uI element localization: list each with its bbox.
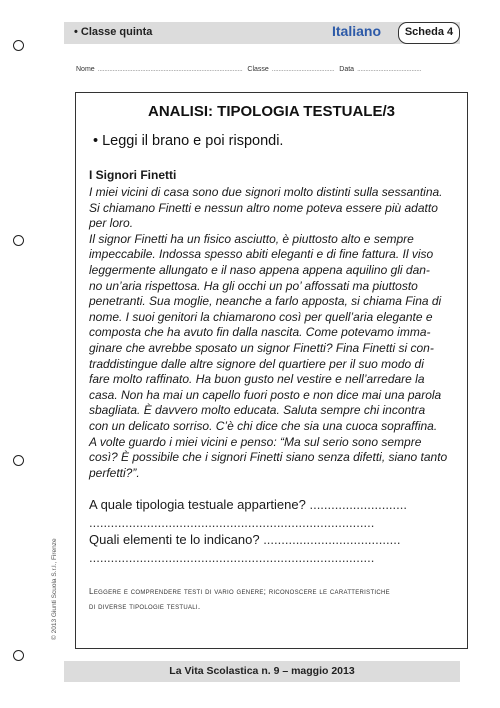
learning-objectives <box>89 585 459 614</box>
story-line: Il signor Finetti ha un fisico asciutto, è piuttosto alto e sempre <box>89 231 414 246</box>
story-line: nome. I suoi genitori la chiamarono così per quell’aria elegante e <box>89 309 433 324</box>
objective-line: Leggere e comprendere testi di vario genere; riconoscere le caratteristiche <box>89 587 390 596</box>
date-label: Data <box>339 66 355 73</box>
class-field[interactable]: ...................................... <box>271 66 335 73</box>
worksheet-frame <box>75 92 468 649</box>
story-title: I Signori Finetti <box>89 168 177 182</box>
story-line: leggermente allungato e il naso appena appena aquilino gli dan- <box>89 262 430 277</box>
worksheet-title: ANALISI: TIPOLOGIA TESTUALE/3 <box>148 103 395 120</box>
name-field[interactable]: ........................................................................................ <box>97 66 243 73</box>
binder-hole <box>13 40 24 51</box>
footer-publication: La Vita Scolastica n. 9 – maggio 2013 <box>64 661 460 682</box>
subject-title: Italiano <box>332 23 382 39</box>
sheet-number-badge: Scheda 4 <box>398 22 460 44</box>
answer-line[interactable]: ............................................................................... <box>89 549 375 565</box>
questions <box>89 496 461 566</box>
binder-hole <box>13 235 24 246</box>
story-line: composta che ha avuto fin dalla nascita. Come potevamo imma- <box>89 325 431 340</box>
story-line: ginare che avrebbe sposato un signor Finetti? Fina Finetti si con- <box>89 340 434 355</box>
story-line: sbagliata. È davvero molto educata. Saluta sempre chi incontra <box>89 403 426 418</box>
binder-hole <box>13 455 24 466</box>
answer-line[interactable]: ...................................... <box>263 532 401 547</box>
answer-line[interactable]: ............................................................................... <box>89 514 375 530</box>
instruction-text: Leggi il brano e poi rispondi. <box>102 133 284 149</box>
story-text <box>89 185 461 481</box>
story-line: I miei vicini di casa sono due signori molto distinti sulla sessantina. <box>89 185 443 199</box>
story-line: perfetti?”. <box>89 465 140 480</box>
answer-line[interactable]: ........................... <box>309 497 407 512</box>
story-line: per loro. <box>89 216 134 231</box>
story-line: Si chiamano Finetti e nessun altro nome poteva essere più adatto <box>89 200 438 215</box>
story-line: fare molto raffinato. Ha buon gusto nel vestire e nell’arredare la <box>89 372 425 387</box>
objective-line: di diverse tipologie testuali. <box>89 601 201 611</box>
story-line: con un delicato sorriso. C’è chi dice che sia una cuoca sopraffina. <box>89 418 438 433</box>
story-line: traddistingue dalle altre signore del quartiere per il suo modo di <box>89 356 424 371</box>
copyright-credit: © 2013 Giunti Scuola S.r.l., Firenze <box>51 538 58 640</box>
instruction <box>93 133 283 149</box>
story-line: A volte guardo i miei vicini e penso: “Ma sul serio sono sempre <box>89 434 422 449</box>
class-level: • Classe quinta <box>74 26 153 38</box>
story-line: così? È possibile che i signori Finetti siano senza difetti, siano tanto <box>89 450 448 465</box>
student-fields <box>76 66 462 73</box>
story-line: casa. Non ha mai un capello fuori posto e non dice mai una parola <box>89 387 442 402</box>
header-band <box>64 22 460 44</box>
story-line: penetranti. Sua moglie, neanche a farlo apposta, si chiama Fina di <box>89 294 442 309</box>
bullet-icon: • <box>93 133 99 149</box>
binder-hole <box>13 650 24 661</box>
story-line: impeccabile. Indossa spesso abiti eleganti e di fine fattura. Il viso <box>89 247 434 262</box>
question-2: Quali elementi te lo indicano? ...................................... <box>89 532 401 547</box>
date-field[interactable]: ....................................... <box>357 66 422 73</box>
question-1: A quale tipologia testuale appartiene? ........................... <box>89 497 407 512</box>
name-label: Nome <box>76 66 95 73</box>
class-label: Classe <box>247 66 269 73</box>
story-line: no un’aria rispettosa. Ha gli occhi un po’ affossati ma piuttosto <box>89 278 418 293</box>
